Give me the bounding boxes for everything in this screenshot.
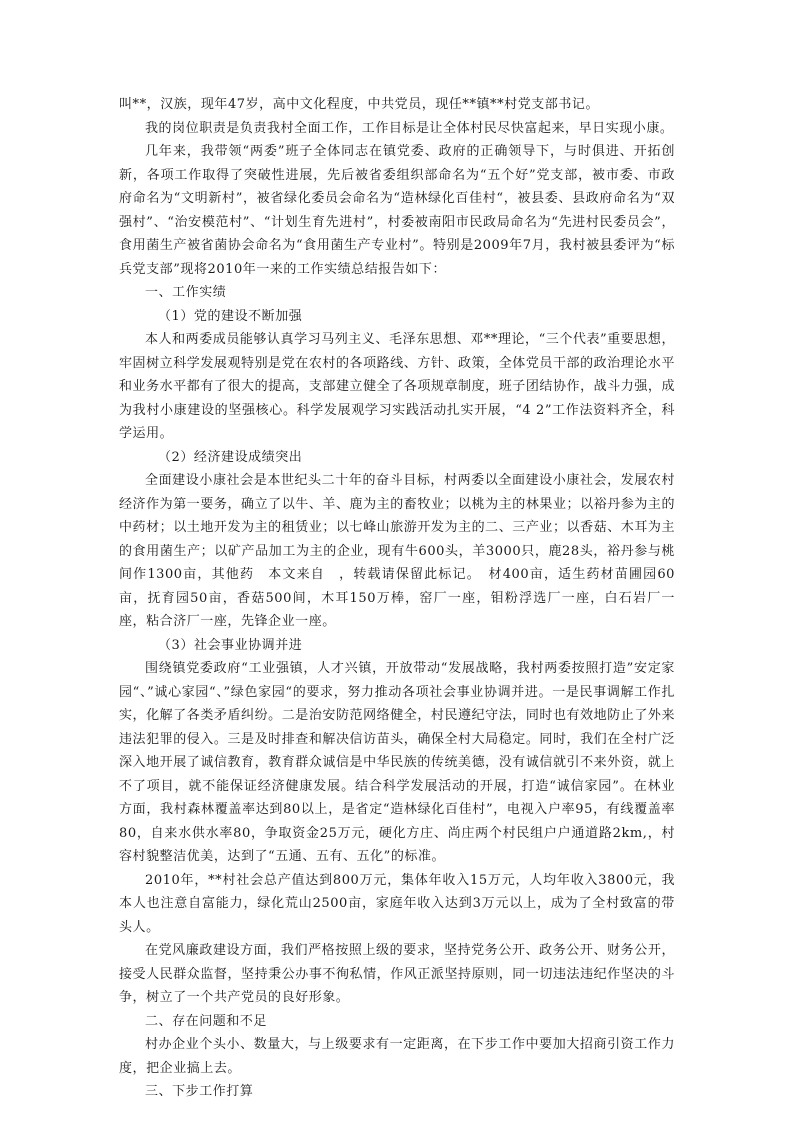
paragraph-integrity: 在党风廉政建设方面，我们严格按照上级的要求，坚持党务公开、政务公开、财务公开，接受人民群众监督，坚持秉公办事不徇私情，作风正派坚持原则，同一切违法违纪作坚决的斗争，树立了一个共产党员的良好形象。 <box>119 943 675 1005</box>
paragraph-duty: 我的岗位职责是负责我村全面工作，工作目标是让全体村民尽快富起来，早日实现小康。 <box>145 120 674 136</box>
document-body <box>119 93 675 1104</box>
paragraph-party-building: 本人和两委成员能够认真学习马列主义、毛泽东思想、邓**理论，“三个代表”重要思想，牢固树立科学发展观特别是党在农村的各项路线、方针、政策，全体党员干部的政治理论水平和业务水平都有了很大的提高，支部建立健全了各项规章制度，班子团结协作，战斗力强，成为我村小康建设的坚强核心。科学发展观学习实践活动扎实开展，“4 2”工作法资料齐全，科学运用。 <box>119 332 675 441</box>
paragraph-2010-results: 2010年，**村社会总产值达到800万元，集体年收入15万元，人均年收入3800元，我本人也注意自富能力，绿化荒山2500亩，家庭年收入达到3万元以上，成为了全村致富的带头人。 <box>119 872 675 935</box>
subsection-heading-3: （3）社会事业协调并进 <box>158 637 303 653</box>
subsection-heading-1: （1）党的建设不断加强 <box>158 308 303 324</box>
paragraph-problems: 村办企业个头小、数量大，与上级要求有一定距离，在下步工作中要加大招商引资工作力度，把企业搞上去。 <box>119 1037 675 1076</box>
paragraph-achievements-overview: 几年来，我带领“两委”班子全体同志在镇党委、政府的正确领导下，与时俱进、开拓创新，各项工作取得了突破性进展，先后被省委组织部命名为“五个好”党支部，被市委、市政府命名为“文明新村”，被省绿化委员会命名为“造林绿化百佳村“，被县委、县政府命名为“双强村”、“治安模范村”、“计划生育先进村”，村委被南阳市民政局命名为“先进村民委员会”，食用菌生产被省菌协会命名为“食用菌生产专业村”。特别是2009年7月，我村被县委评为“标兵党支部”现将2010年一来的工作实绩总结报告如下： <box>119 144 675 277</box>
paragraph-social-affairs: 围绕镇党委政府“工业强镇，人才兴镇，开放带动“发展战略，我村两委按照打造”安定家园“、”诚心家园“、”绿色家园“的要求，努力推动各项社会事业协调并进。一是民事调解工作扎实，化解了各类矛盾纠纷。二是治安防范网络健全，村民遵纪守法，同时也有效地防止了外来违法犯罪的侵入。三是及时排查和解决信访苗头，确保全村大局稳定。同时，我们在全村广泛深入地开展了诚信教育，教育群众诚信是中华民族的传统美德，没有诚信就引不来外资，就上不了项目，就不能保证经济健康发展。结合科学发展活动的开展，打造“诚信家园”。在林业方面，我村森林覆盖率达到80以上，是省定“造林绿化百佳村”，电视入户率95，有线覆盖率80，自来水供水率80，争取资金25万元，硬化方庄、尚庄两个村民组户户通道路2km,，村容村貌整洁优美，达到了“五通、五有、五化”的标准。 <box>119 661 675 864</box>
section-heading-1: 一、工作实绩 <box>145 285 227 300</box>
subsection-heading-2: （2）经济建设成绩突出 <box>158 449 303 465</box>
intro-line: 叫**，汉族，现年47岁，高中文化程度，中共党员，现任**镇**村党支部书记。 <box>119 97 599 112</box>
paragraph-economy: 全面建设小康社会是本世纪头二十年的奋斗目标，村两委以全面建设小康社会，发展农村经济作为第一要务，确立了以牛、羊、鹿为主的畜牧业；以桃为主的林果业；以裕丹参为主的中药材；以土地开发为主的租赁业；以七峰山旅游开发为主的二、三产业；以香菇、木耳为主的食用菌生产；以矿产品加工为主的企业，现有牛600头，羊3000只，鹿28头，裕丹参与桃间作1300亩，其他药 本文来自 ，转载请保留此标记。 材400亩，适生药材苗圃园60亩，抚育园50亩，香菇500间，木耳150万棒，窑厂一座，钼粉浮选厂一座，白石岩厂一座，粘合济厂一座，先锋企业一座。 <box>119 473 675 629</box>
section-heading-2: 二、存在问题和不足 <box>145 1013 267 1029</box>
section-heading-3: 三、下步工作打算 <box>145 1084 254 1099</box>
